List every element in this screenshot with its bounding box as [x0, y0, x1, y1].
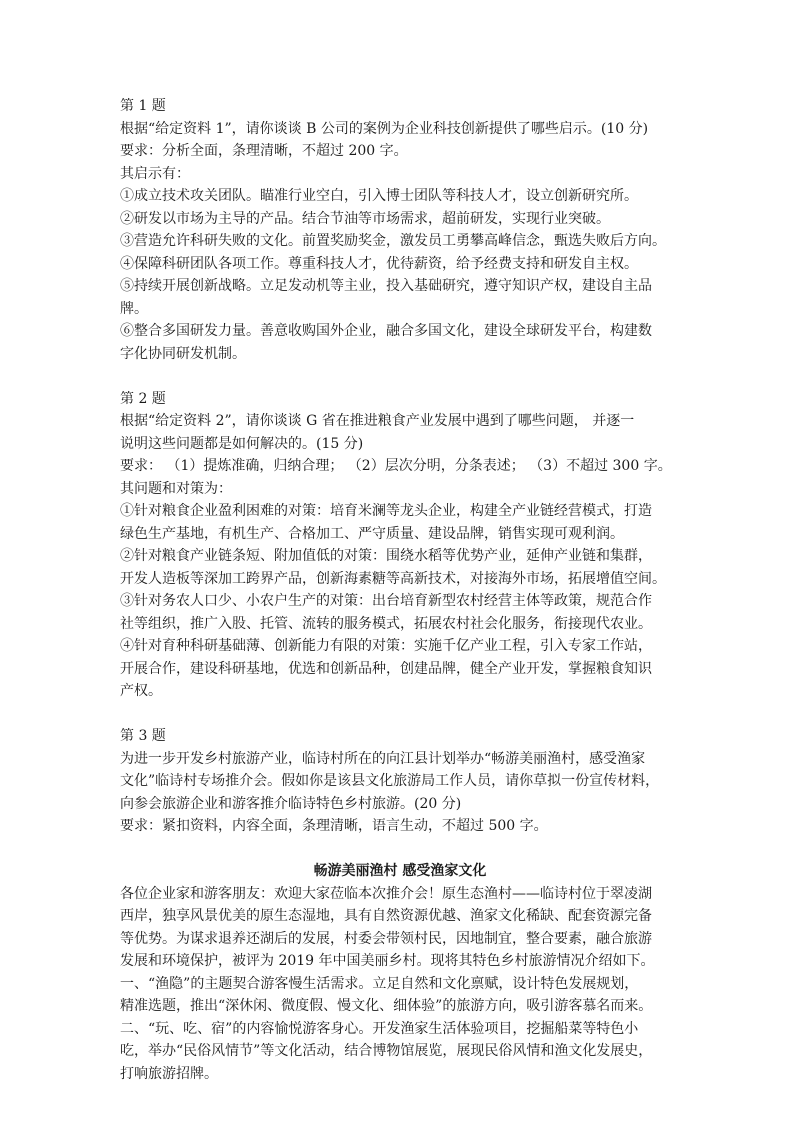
text-line: 要求：紧扣资料，内容全面，条理清晰，语言生动，不超过 500 字。 — [120, 818, 548, 834]
blank-line — [120, 838, 680, 861]
text-line: ①针对粮食企业盈利困难的对策：培育米澜等龙头企业，构建全产业链经营模式，打造 — [120, 503, 652, 519]
text-line: 产权。 — [120, 683, 162, 699]
text-line: 说明这些问题都是如何解决的。(15 分) — [120, 435, 364, 452]
text-line: 发展和环境保护，被评为 2019 年中国美丽乡村。现将其特色乡村旅游情况介绍如下。 — [120, 953, 655, 969]
text-line: 为进一步开发乡村旅游产业，临诗村所在的向江县计划举办“畅游美丽渔村，感受渔家 — [120, 750, 646, 767]
text-line: 开发人造板等深加工跨界产品，创新海素糖等高新技术，对接海外市场，拓展增值空间。 — [120, 570, 666, 587]
blank-line — [120, 703, 680, 726]
text-line: ③营造允许科研失败的文化。前置奖励奖金，激发员工勇攀高峰信念，甄选失败后方向。 — [120, 233, 666, 249]
text-line: ④保障科研团队各项工作。尊重科技人才，优待薪资，给予经费支持和研发自主权。 — [120, 255, 638, 272]
text-line: 各位企业家和游客朋友：欢迎大家莅临本次推介会！原生态渔村——临诗村位于翠凌湖 — [120, 885, 652, 902]
text-line: 西岸，独享风景优美的原生态湿地，具有自然资源优越、渔家文化稀缺、配套资源完备 — [120, 908, 652, 924]
text-line: 其启示有： — [120, 165, 190, 182]
text-line: 文化”临诗村专场推介会。假如你是该县文化旅游局工作人员，请你草拟一份宣传材料， — [120, 773, 660, 789]
text-line: 二、“玩、吃、宿”的内容愉悦游客身心。开发渔家生活体验项目，挖掘船菜等特色小 — [120, 1020, 639, 1037]
text-line: 要求：分析全面，条理清晰，不超过 200 字。 — [120, 143, 408, 159]
text-line: 一、“渔隐”的主题契合游客慢生活需求。立足自然和文化禀赋，设计特色发展规划， — [120, 975, 639, 992]
text-line: 其问题和对策为： — [120, 480, 232, 497]
text-line: ④针对育种科研基础薄、创新能力有限的对策：实施千亿产业工程，引入专家工作站， — [120, 638, 652, 654]
document-body — [120, 95, 680, 1085]
text-line: 等优势。为谋求退养还湖后的发展，村委会带领村民，因地制宜，整合要素，融合旅游 — [120, 930, 652, 947]
text-line: 根据“给定资料 2”，请你谈谈 G 省在推进粮食产业发展中遇到了哪些问题， 并逐一 — [120, 413, 635, 429]
text-line: 吃，举办“民俗风情节”等文化活动，结合博物馆展览，展现民俗风情和渔文化发展史， — [120, 1043, 653, 1059]
question-1-heading: 第 1 题 — [120, 98, 166, 114]
text-line: ①成立技术攻关团队。瞄准行业空白，引入博士团队等科技人才，设立创新研究所。 — [120, 188, 638, 204]
text-line: ②研发以市场为主导的产品。结合节油等市场需求，超前研发，实现行业突破。 — [120, 210, 610, 227]
essay — [120, 860, 680, 1085]
text-line: 牌。 — [120, 300, 148, 317]
text-line: 根据“给定资料 1”，请你谈谈 B 公司的案例为企业科技创新提供了哪些启示。(10 分) — [120, 120, 649, 137]
question-2-heading: 第 2 题 — [120, 390, 166, 407]
question-1 — [120, 95, 680, 365]
text-line: 绿色生产基地，有机生产、合格加工、严守质量、建设品牌，销售实现可观利润。 — [120, 525, 624, 542]
blank-line — [120, 365, 680, 388]
text-line: 打响旅游招牌。 — [120, 1065, 218, 1082]
text-line: 要求： （1）提炼准确，归纳合理； （2）层次分明，分条表述； （3）不超过 300 字。 — [120, 458, 672, 474]
text-line: ⑥整合多国研发力量。善意收购国外企业，融合多国文化，建设全球研发平台，构建数 — [120, 323, 652, 339]
essay-title: 畅游美丽渔村 感受渔家文化 — [313, 863, 487, 879]
text-line: 精准选题，推出“深休闲、微度假、慢文化、细体验”的旅游方向，吸引游客慕名而来。 — [120, 998, 653, 1014]
text-line: ②针对粮食产业链条短、附加值低的对策：围绕水稻等优势产业，延伸产业链和集群， — [120, 548, 652, 564]
question-3-heading: 第 3 题 — [120, 728, 166, 744]
text-line: ③针对务农人口少、小农户生产的对策：出台培育新型农村经营主体等政策，规范合作 — [120, 593, 652, 609]
text-line: 社等组织，推广入股、托管、流转的服务模式，拓展农村社会化服务，衔接现代农业。 — [120, 615, 652, 632]
text-line: ⑤持续开展创新战略。立足发动机等主业，投入基础研究，遵守知识产权，建设自主品 — [120, 278, 652, 294]
question-2 — [120, 388, 680, 703]
text-line: 向参会旅游企业和游客推介临诗特色乡村旅游。(20 分) — [120, 795, 462, 812]
text-line: 开展合作，建设科研基地，优选和创新品种，创建品牌，健全产业开发，掌握粮食知识 — [120, 660, 652, 677]
text-line: 字化协同研发机制。 — [120, 345, 246, 362]
question-3 — [120, 725, 680, 838]
